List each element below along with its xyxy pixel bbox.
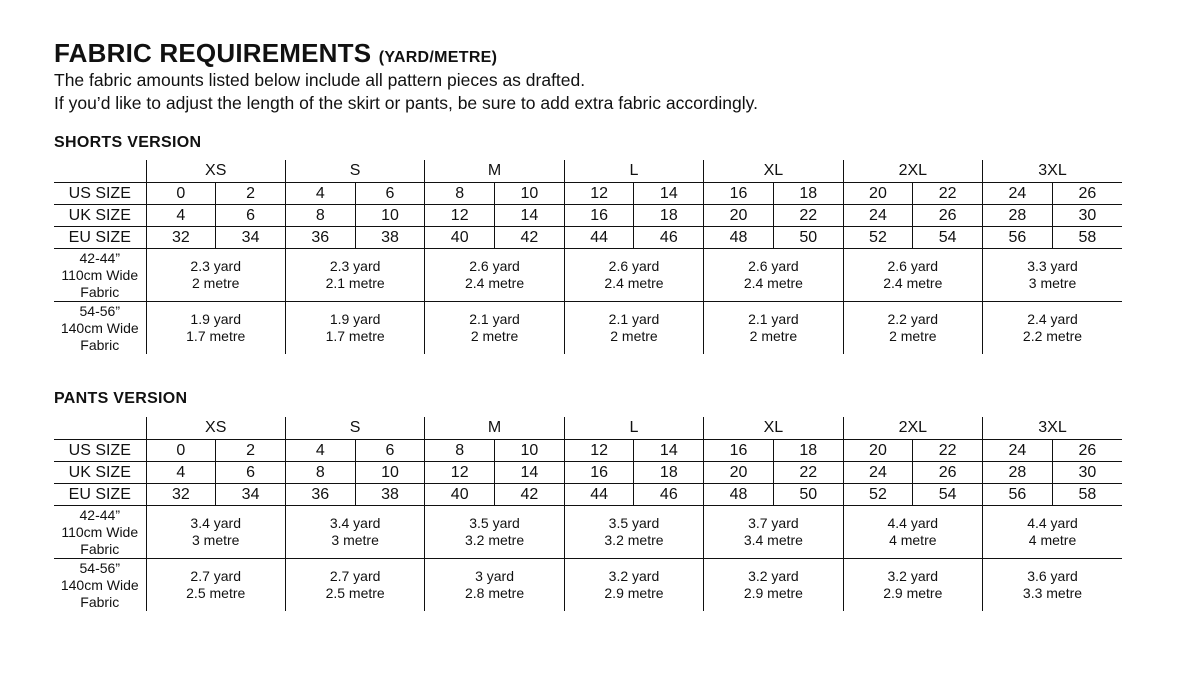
us-size-cell: 18 <box>773 183 843 205</box>
fabric-label-line: Fabric <box>80 540 120 557</box>
size-header-cell: S <box>285 417 424 440</box>
us-size-cell: 8 <box>425 440 495 462</box>
fabric-amount-cell <box>983 559 1123 612</box>
us-size-cell: 12 <box>564 183 634 205</box>
yard-amount: 3 yard <box>475 568 515 584</box>
fabric-amount-cell <box>425 559 564 612</box>
fabric-amount-cell <box>843 506 982 559</box>
metre-amount: 2.9 metre <box>883 585 943 601</box>
us-size-cell: 8 <box>425 183 495 205</box>
metre-amount: 2.4 metre <box>464 275 525 291</box>
size-header-cell: M <box>425 417 564 440</box>
us-size-cell: 14 <box>634 440 704 462</box>
size-header-cell: XS <box>146 417 285 440</box>
fabric-amount-cell <box>983 302 1123 355</box>
us-size-cell: 4 <box>285 183 355 205</box>
size-header-cell: 2XL <box>843 417 982 440</box>
fabric-label-line: 140cm Wide <box>60 319 139 336</box>
metre-amount: 3.3 metre <box>1022 585 1083 601</box>
fabric-label <box>54 249 146 302</box>
uk-size-cell: 28 <box>983 462 1053 484</box>
fabric-amount-cell <box>425 249 564 302</box>
eu-size-cell: 54 <box>913 227 983 249</box>
fabric-amount-cell <box>704 506 843 559</box>
us-size-cell: 20 <box>843 440 913 462</box>
eu-size-cell: 32 <box>146 484 216 506</box>
yard-amount: 3.2 yard <box>887 568 939 584</box>
fabric-amount-cell <box>843 249 982 302</box>
fabric-amount-cell <box>285 302 424 355</box>
eu-size-cell: 44 <box>564 227 634 249</box>
eu-size-cell: 36 <box>285 227 355 249</box>
metre-amount: 3.2 metre <box>464 532 525 548</box>
yard-amount: 1.9 yard <box>190 311 242 327</box>
row-label: UK SIZE <box>54 205 146 227</box>
size-header-row <box>54 417 1122 440</box>
metre-amount: 3.2 metre <box>604 532 664 548</box>
fabric-label-line: 42-44” <box>79 249 120 266</box>
metre-amount: 4 metre <box>1028 532 1077 548</box>
yard-amount: 4.4 yard <box>1027 515 1078 531</box>
eu-size-cell: 38 <box>355 227 425 249</box>
title-unit: (YARD/METRE) <box>378 49 498 66</box>
fabric-amount-cell <box>843 559 982 612</box>
intro-line-2: If you’d like to adjust the length of the skirt or pants, be sure to add extra fabric accordingly. <box>54 93 758 113</box>
fabric-row-f140 <box>54 302 1122 355</box>
eu-size-cell: 34 <box>216 227 286 249</box>
yard-amount: 3.5 yard <box>469 515 520 531</box>
fabric-label <box>54 302 146 355</box>
metre-amount: 2 metre <box>191 275 240 291</box>
eu-size-cell: 56 <box>983 484 1053 506</box>
uk-size-row <box>54 462 1122 484</box>
us-size-cell: 0 <box>146 183 216 205</box>
yard-amount: 3.6 yard <box>1027 568 1078 584</box>
eu-size-cell: 42 <box>495 484 565 506</box>
eu-size-cell: 52 <box>843 227 913 249</box>
yard-amount: 3.2 yard <box>608 568 660 584</box>
yard-amount: 2.7 yard <box>329 568 381 584</box>
eu-size-cell: 32 <box>146 227 216 249</box>
metre-amount: 2.8 metre <box>464 585 525 601</box>
uk-size-cell: 24 <box>843 462 913 484</box>
metre-amount: 2 metre <box>889 328 937 344</box>
corner-cell <box>54 417 146 440</box>
fabric-label-line: 140cm Wide <box>60 576 139 593</box>
metre-amount: 2.5 metre <box>325 585 385 601</box>
size-header-cell: XL <box>704 417 843 440</box>
metre-amount: 2 metre <box>470 328 519 344</box>
uk-size-cell: 20 <box>704 462 774 484</box>
us-size-cell: 24 <box>983 183 1053 205</box>
metre-amount: 1.7 metre <box>186 328 246 344</box>
yard-amount: 3.5 yard <box>608 515 660 531</box>
yard-amount: 3.2 yard <box>748 568 799 584</box>
metre-amount: 2.2 metre <box>1022 328 1083 344</box>
yard-amount: 2.6 yard <box>469 258 520 274</box>
uk-size-cell: 12 <box>425 205 495 227</box>
size-header-cell: L <box>564 417 703 440</box>
yard-amount: 1.9 yard <box>329 311 381 327</box>
metre-amount: 3 metre <box>1028 275 1077 291</box>
eu-size-cell: 36 <box>285 484 355 506</box>
us-size-cell: 26 <box>1052 183 1122 205</box>
yard-amount: 2.2 yard <box>887 311 939 327</box>
us-size-cell: 26 <box>1052 440 1122 462</box>
metre-amount: 4 metre <box>889 532 937 548</box>
uk-size-cell: 30 <box>1052 462 1122 484</box>
fabric-amount-cell <box>564 559 703 612</box>
uk-size-cell: 6 <box>216 205 286 227</box>
uk-size-cell: 18 <box>634 205 704 227</box>
eu-size-row <box>54 227 1122 249</box>
fabric-amount-cell <box>704 559 843 612</box>
eu-size-cell: 52 <box>843 484 913 506</box>
fabric-label-line: 110cm Wide <box>61 523 139 540</box>
metre-amount: 3 metre <box>191 532 240 548</box>
eu-size-cell: 42 <box>495 227 565 249</box>
metre-amount: 2.4 metre <box>883 275 943 291</box>
yard-amount: 3.3 yard <box>1027 258 1078 274</box>
yard-amount: 2.1 yard <box>469 311 520 327</box>
row-label: EU SIZE <box>54 227 146 249</box>
uk-size-cell: 14 <box>495 205 565 227</box>
fabric-label-line: 110cm Wide <box>61 266 139 283</box>
yard-amount: 4.4 yard <box>887 515 939 531</box>
eu-size-cell: 56 <box>983 227 1053 249</box>
fabric-label <box>54 506 146 559</box>
fabric-label-line: Fabric <box>80 336 120 353</box>
uk-size-cell: 14 <box>495 462 565 484</box>
yard-amount: 2.1 yard <box>748 311 799 327</box>
eu-size-cell: 58 <box>1052 484 1122 506</box>
yard-amount: 3.4 yard <box>329 515 381 531</box>
us-size-row <box>54 440 1122 462</box>
us-size-cell: 6 <box>355 183 425 205</box>
fabric-amount-cell <box>983 506 1123 559</box>
fabric-row-f110 <box>54 506 1122 559</box>
fabric-label-line: Fabric <box>80 593 120 610</box>
eu-size-cell: 50 <box>773 484 843 506</box>
shorts-section-title: SHORTS VERSION <box>54 134 202 151</box>
metre-amount: 2 metre <box>749 328 798 344</box>
uk-size-cell: 26 <box>913 205 983 227</box>
shorts-fabric-table <box>54 160 1122 354</box>
uk-size-cell: 18 <box>634 462 704 484</box>
us-size-cell: 22 <box>913 183 983 205</box>
fabric-label <box>54 559 146 612</box>
eu-size-cell: 38 <box>355 484 425 506</box>
us-size-cell: 2 <box>216 183 286 205</box>
uk-size-cell: 4 <box>146 205 216 227</box>
uk-size-cell: 28 <box>983 205 1053 227</box>
uk-size-cell: 24 <box>843 205 913 227</box>
row-label: UK SIZE <box>54 462 146 484</box>
fabric-amount-cell <box>285 506 424 559</box>
yard-amount: 2.3 yard <box>329 258 381 274</box>
yard-amount: 2.1 yard <box>608 311 660 327</box>
yard-amount: 2.3 yard <box>190 258 242 274</box>
eu-size-cell: 40 <box>425 227 495 249</box>
size-header-cell: XL <box>704 160 843 183</box>
fabric-amount-cell <box>146 249 285 302</box>
page-title <box>54 38 497 69</box>
uk-size-cell: 20 <box>704 205 774 227</box>
fabric-amount-cell <box>704 302 843 355</box>
fabric-row-f110 <box>54 249 1122 302</box>
eu-size-cell: 58 <box>1052 227 1122 249</box>
uk-size-cell: 8 <box>285 462 355 484</box>
yard-amount: 3.4 yard <box>190 515 242 531</box>
size-header-cell: L <box>564 160 703 183</box>
uk-size-cell: 22 <box>773 205 843 227</box>
fabric-label-line: Fabric <box>80 283 120 300</box>
fabric-amount-cell <box>564 506 703 559</box>
us-size-cell: 22 <box>913 440 983 462</box>
fabric-amount-cell <box>704 249 843 302</box>
uk-size-cell: 10 <box>355 462 425 484</box>
size-header-cell: S <box>285 160 424 183</box>
eu-size-cell: 40 <box>425 484 495 506</box>
yard-amount: 2.4 yard <box>1027 311 1078 327</box>
metre-amount: 2.5 metre <box>186 585 246 601</box>
us-size-cell: 0 <box>146 440 216 462</box>
row-label: EU SIZE <box>54 484 146 506</box>
fabric-row-f140 <box>54 559 1122 612</box>
fabric-amount-cell <box>843 302 982 355</box>
metre-amount: 3 metre <box>331 532 379 548</box>
us-size-cell: 10 <box>495 183 565 205</box>
uk-size-cell: 16 <box>564 462 634 484</box>
size-header-cell: M <box>425 160 564 183</box>
eu-size-cell: 46 <box>634 227 704 249</box>
eu-size-row <box>54 484 1122 506</box>
uk-size-cell: 22 <box>773 462 843 484</box>
intro-line-1: The fabric amounts listed below include all pattern pieces as drafted. <box>54 70 586 90</box>
uk-size-cell: 16 <box>564 205 634 227</box>
metre-amount: 1.7 metre <box>325 328 385 344</box>
fabric-amount-cell <box>564 302 703 355</box>
eu-size-cell: 50 <box>773 227 843 249</box>
us-size-row <box>54 183 1122 205</box>
uk-size-cell: 12 <box>425 462 495 484</box>
us-size-cell: 14 <box>634 183 704 205</box>
uk-size-cell: 10 <box>355 205 425 227</box>
size-header-cell: 3XL <box>983 417 1123 440</box>
uk-size-cell: 30 <box>1052 205 1122 227</box>
metre-amount: 2 metre <box>610 328 658 344</box>
fabric-amount-cell <box>146 506 285 559</box>
us-size-cell: 18 <box>773 440 843 462</box>
uk-size-cell: 26 <box>913 462 983 484</box>
row-label: US SIZE <box>54 440 146 462</box>
uk-size-row <box>54 205 1122 227</box>
metre-amount: 2.9 metre <box>743 585 803 601</box>
pants-fabric-table <box>54 417 1122 611</box>
yard-amount: 2.6 yard <box>887 258 939 274</box>
fabric-amount-cell <box>146 559 285 612</box>
uk-size-cell: 8 <box>285 205 355 227</box>
fabric-amount-cell <box>146 302 285 355</box>
yard-amount: 2.7 yard <box>190 568 242 584</box>
metre-amount: 2.9 metre <box>604 585 664 601</box>
row-label: US SIZE <box>54 183 146 205</box>
fabric-amount-cell <box>983 249 1123 302</box>
fabric-amount-cell <box>425 506 564 559</box>
fabric-amount-cell <box>425 302 564 355</box>
metre-amount: 3.4 metre <box>743 532 803 548</box>
us-size-cell: 12 <box>564 440 634 462</box>
size-header-row <box>54 160 1122 183</box>
eu-size-cell: 44 <box>564 484 634 506</box>
fabric-label-line: 42-44” <box>79 506 120 523</box>
size-header-cell: 2XL <box>843 160 982 183</box>
yard-amount: 2.6 yard <box>608 258 660 274</box>
us-size-cell: 16 <box>704 440 774 462</box>
yard-amount: 3.7 yard <box>748 515 799 531</box>
eu-size-cell: 34 <box>216 484 286 506</box>
fabric-amount-cell <box>285 559 424 612</box>
us-size-cell: 24 <box>983 440 1053 462</box>
us-size-cell: 10 <box>495 440 565 462</box>
us-size-cell: 6 <box>355 440 425 462</box>
fabric-amount-cell <box>285 249 424 302</box>
pants-section-title: PANTS VERSION <box>54 390 188 407</box>
corner-cell <box>54 160 146 183</box>
us-size-cell: 2 <box>216 440 286 462</box>
eu-size-cell: 48 <box>704 227 774 249</box>
us-size-cell: 4 <box>285 440 355 462</box>
fabric-label-line: 54-56” <box>79 302 120 319</box>
fabric-amount-cell <box>564 249 703 302</box>
metre-amount: 2.4 metre <box>743 275 803 291</box>
title-text: FABRIC REQUIREMENTS <box>54 38 372 68</box>
size-header-cell: XS <box>146 160 285 183</box>
uk-size-cell: 4 <box>146 462 216 484</box>
fabric-label-line: 54-56” <box>79 559 120 576</box>
eu-size-cell: 48 <box>704 484 774 506</box>
metre-amount: 2.1 metre <box>325 275 385 291</box>
size-header-cell: 3XL <box>983 160 1123 183</box>
us-size-cell: 20 <box>843 183 913 205</box>
yard-amount: 2.6 yard <box>748 258 799 274</box>
metre-amount: 2.4 metre <box>604 275 664 291</box>
eu-size-cell: 46 <box>634 484 704 506</box>
uk-size-cell: 6 <box>216 462 286 484</box>
eu-size-cell: 54 <box>913 484 983 506</box>
us-size-cell: 16 <box>704 183 774 205</box>
